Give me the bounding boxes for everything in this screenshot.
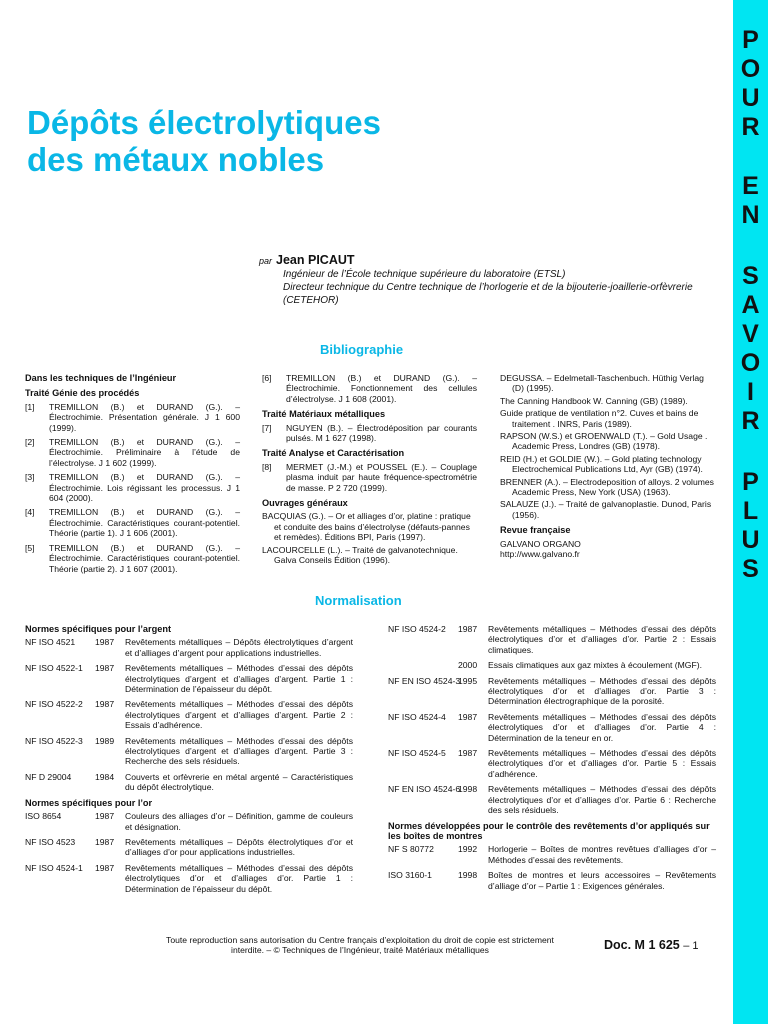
norme-year: 1995 [458,675,478,686]
biblio-ref-7 [262,423,477,444]
title-line-1: Dépôts électrolytiques [27,104,381,141]
norme-item [25,837,353,858]
biblio-ref-8 [262,462,477,493]
biblio-heading-genie: Traité Génie des procédés [25,388,140,399]
author-affiliation-1: Ingénieur de l’École technique supérieure du laboratoire (ETSL) [283,269,566,280]
norme-item [388,748,716,779]
ref-text: TREMILLON (B.) et DURAND (G.). – Électrochimie. Caractéristiques courant-potentiel. Théorie (partie 2). J 1 607 (2001). [49,542,240,574]
norme-code: NF ISO 4522-2 [25,699,83,710]
norme-item [388,870,716,891]
sidebar-letter: A [741,291,760,319]
sidebar-letter: E [742,172,759,200]
biblio-ref-1 [25,402,240,433]
norme-year: 1998 [458,784,478,795]
biblio-book: SALAUZE (J.). – Traité de galvanoplastie. Dunod, Paris (1956). [500,499,712,520]
sidebar-letter: P [742,468,759,496]
sidebar-letter: U [741,84,760,112]
norme-year: 1987 [95,637,115,648]
norme-item [25,699,353,730]
norme-item [388,844,716,865]
norme-code: NF ISO 4524-4 [388,711,446,722]
norme-year: 1998 [458,870,478,881]
revue-name: GALVANO ORGANO [500,538,581,549]
norme-text: Horlogerie – Boîtes de montres revêtues d’alliages d’or – Méthodes d’essai des revêtements. [488,844,716,865]
biblio-book: Guide pratique de ventilation n°2. Cuves et bains de traitement . INRS, Paris (1989). [500,408,699,429]
revue-url[interactable]: http://www.galvano.fr [500,549,580,560]
sidebar-word-4 [733,468,768,584]
sidebar-letter: N [741,201,760,229]
biblio-book: DEGUSSA. – Edelmetall-Taschenbuch. Hüthig Verlag (D) (1995). [500,373,704,394]
norme-text: Couverts et orfèvrerie en métal argenté – Caractéristiques du dépôt électrolytique. [125,771,353,793]
norme-code: NF ISO 4524-5 [388,748,446,759]
norme-item [25,863,353,894]
norme-code: ISO 8654 [25,811,62,822]
norme-year: 1987 [458,711,478,722]
bibliographie-heading: Bibliographie [320,342,404,357]
norme-text: Revêtements métalliques – Méthodes d’essai des dépôts électrolytiques d’or et d’alliages d’or. Partie 3 : Détermination électrographique de la porosité. [488,675,716,707]
sidebar-letter: S [742,262,759,290]
norme-code: ISO 3160-1 [388,870,432,881]
ref-text: TREMILLON (B.) et DURAND (G.). – Électrochimie. Présentation générale. J 1 600 (1999). [49,401,240,433]
norme-year: 1987 [95,663,115,674]
ref-number: [8] [262,461,272,472]
ref-text: TREMILLON (B.) et DURAND (G.). – Électrochimie. Préliminaire à l’étude de l’électrolyse. J 1 602 (1999). [49,437,240,468]
biblio-column-3 [500,373,715,560]
norme-item [25,736,353,767]
sidebar-band [733,0,768,1024]
norme-text: Essais climatiques aux gaz mixtes à écoulement (MGF). [488,660,702,671]
norme-text: Couleurs des alliages d’or – Définition, gamme de couleurs et désignation. [125,811,353,832]
norme-item [388,624,716,655]
biblio-book: LACOURCELLE (L.). – Traité de galvanotechnique. Galva Conseils Édition (1996). [262,544,458,566]
norme-year: 1987 [95,699,115,710]
biblio-ref-2 [25,437,240,468]
normalisation-heading: Normalisation [315,593,402,608]
page-title [27,104,381,178]
ref-text: MERMET (J.-M.) et POUSSEL (E.). – Couplage plasma induit par haute fréquence-spectrométrie de masse. P 2 720 (1999). [286,461,477,493]
norme-text: Revêtements métalliques – Méthodes d’essai des dépôts électrolytiques d’argent et d’alliages d’argent. Partie 1 : Détermination de l’épaisseur du dépôt. [125,663,353,695]
norme-text: Revêtements métalliques – Méthodes d’essai des dépôts électrolytiques d’or et d’alliages d’or. Partie 6 : Recherche des sels résiduels. [488,784,716,816]
biblio-heading-techniques: Dans les techniques de l’Ingénieur [25,373,177,383]
ref-text: TREMILLON (B.) et DURAND (G.). – Électrochimie. Lois régissant les processus. J 1 604 (2000). [49,472,240,504]
ref-number: [1] [25,401,35,412]
norme-item [388,660,716,670]
norme-year: 1989 [95,735,115,746]
norme-code: NF ISO 4521 [25,637,76,648]
norme-code: NF EN ISO 4524-6 [388,784,461,795]
norme-code: NF S 80772 [388,844,434,855]
ref-number: [3] [25,472,35,483]
biblio-book: The Canning Handbook W. Canning (GB) (1989). [500,395,688,406]
norme-item [25,772,353,793]
norme-text: Revêtements métalliques – Méthodes d’essai des dépôts électrolytiques d’or et d’alliages d’or. Partie 5 : Essais d’adhérence. [488,748,716,779]
author-par: par [259,256,273,266]
biblio-book: BACQUIAS (G.). – Or et alliages d’or, platine : pratique et conduite des bains d’électrolyse (défauts-pannes et remèdes). Éditions BPI, Paris (1997). [262,511,471,543]
sidebar-letter: L [742,497,759,525]
copyright-notice: Toute reproduction sans autorisation du Centre français d’exploitation du droit de copie est strictement interdite. – © Techniques de l’Ingénieur, traité Matériaux métalliques [166,935,554,955]
sidebar-letter: O [740,55,761,83]
sidebar-letter: I [747,378,754,406]
ref-number: [2] [25,437,35,448]
biblio-book: RAPSON (W.S.) et GROENWALD (T.). – Gold Usage . Academic Press, Londres (GB) (1978). [500,431,708,452]
norme-item [388,784,716,815]
norme-year: 1984 [95,771,115,782]
title-line-2: des métaux nobles [27,141,325,178]
biblio-ref-4 [25,507,240,538]
biblio-book: BRENNER (A.). – Electrodeposition of alloys. 2 volumes Academic Press, New York (USA) (1963). [500,476,714,498]
norme-item [25,637,353,658]
sidebar-word-2 [733,172,768,230]
author-block [259,254,719,307]
normes-column-left [25,624,353,899]
norme-year: 1987 [95,862,115,873]
norme-text: Revêtements métalliques – Méthodes d’essai des dépôts électrolytiques d’argent et d’alliages d’argent. Partie 2 : Essais d’adhérence. [125,699,353,731]
doc-reference [604,938,699,952]
normes-heading-or: Normes spécifiques pour l’or [25,797,153,808]
author-affiliation-2: Directeur technique du Centre technique de l’horlogerie et de la bijouterie-joaillerie-orfèvrerie (CETEHOR) [283,282,693,306]
norme-year: 1987 [458,624,478,634]
sidebar-letter: V [742,320,759,348]
sidebar-word-3 [733,262,768,436]
sidebar-letter: R [741,407,760,435]
biblio-book: REID (H.) et GOLDIE (W.). – Gold plating technology Electrochemical Publications Ltd, Ayr (GB) (1974). [500,453,703,475]
sidebar-letter: R [741,113,760,141]
norme-code: NF EN ISO 4524-3 [388,675,461,686]
biblio-ref-3 [25,472,240,503]
norme-text: Boîtes de montres et leurs accessoires – Revêtements d’alliage d’or – Partie 1 : Exigences générales. [488,870,716,891]
sidebar-word-1 [733,26,768,142]
norme-text: Revêtements métalliques – Dépôts électrolytiques d’or et d’alliages d’or pour applications industrielles. [125,836,353,858]
biblio-heading-analyse: Traité Analyse et Caractérisation [262,448,405,459]
norme-code: NF ISO 4522-1 [25,663,83,674]
norme-year: 1987 [95,836,115,847]
norme-text: Revêtements métalliques – Méthodes d’essai des dépôts électrolytiques d’or et d’alliages d’or. Partie 1 : Détermination de l’épaisseur du dépôt. [125,862,353,894]
norme-item [388,712,716,743]
sidebar-letter: U [741,526,760,554]
doc-code: Doc. M 1 625 [604,938,680,952]
ref-text: TREMILLON (B.) et DURAND (G.). – Électrochimie. Caractéristiques courant-potentiel. Théorie (partie 1). J 1 606 (2001). [49,507,240,539]
norme-code: NF ISO 4523 [25,836,76,847]
normes-column-right [388,624,716,896]
norme-text: Revêtements métalliques – Méthodes d’essai des dépôts électrolytiques d’argent et d’alliages d’argent. Partie 3 : Recherche des sels résiduels. [125,735,353,767]
ref-text: NGUYEN (B.). – Électrodéposition par courants pulsés. M 1 627 (1998). [286,422,477,444]
norme-year: 1987 [458,748,478,759]
biblio-heading-materiaux: Traité Matériaux métalliques [262,409,386,420]
norme-year: 1992 [458,844,478,855]
normes-heading-argent: Normes spécifiques pour l’argent [25,624,172,634]
norme-year: 1987 [95,811,115,822]
sidebar-letter: O [740,349,761,377]
norme-year: 2000 [458,660,478,671]
sidebar-letter: S [742,555,759,583]
ref-number: [7] [262,422,272,433]
ref-number: [4] [25,507,35,518]
norme-text: Revêtements métalliques – Méthodes d’essai des dépôts électrolytiques d’or et d’alliages d’or. Partie 4 : Détermination de la teneur en or. [488,711,716,743]
norme-item [25,811,353,832]
biblio-heading-revue: Revue française [500,525,571,536]
norme-code: NF D 29004 [25,771,72,782]
biblio-column-1 [25,373,240,578]
ref-text: TREMILLON (B.) et DURAND (G.). – Électrochimie. Fonctionnement des cellules d’électrolyse. J 1 608 (2001). [286,373,477,404]
biblio-ref-5 [25,543,240,574]
norme-text: Revêtements métalliques – Dépôts électrolytiques d’argent et d’alliages d’argent pour applications industrielles. [125,637,353,658]
normes-heading-montres: Normes développées pour le contrôle des revêtements d’or appliqués sur les boîtes de montres [388,820,710,841]
ref-number: [6] [262,373,272,383]
page-number: – 1 [683,940,699,952]
biblio-column-2 [262,373,477,568]
sidebar-letter: P [742,26,759,54]
biblio-ref-6 [262,373,477,404]
author-name: Jean PICAUT [276,253,355,267]
norme-code: NF ISO 4524-1 [25,862,83,873]
biblio-heading-ouvrages: Ouvrages généraux [262,498,348,509]
norme-item [388,676,716,707]
ref-number: [5] [25,542,35,553]
norme-item [25,663,353,694]
norme-code: NF ISO 4524-2 [388,624,446,634]
norme-code: NF ISO 4522-3 [25,735,83,746]
norme-text: Revêtements métalliques – Méthodes d’essai des dépôts électrolytiques d’or et d’alliages d’or. Partie 2 : Essais climatiques. [488,624,716,655]
